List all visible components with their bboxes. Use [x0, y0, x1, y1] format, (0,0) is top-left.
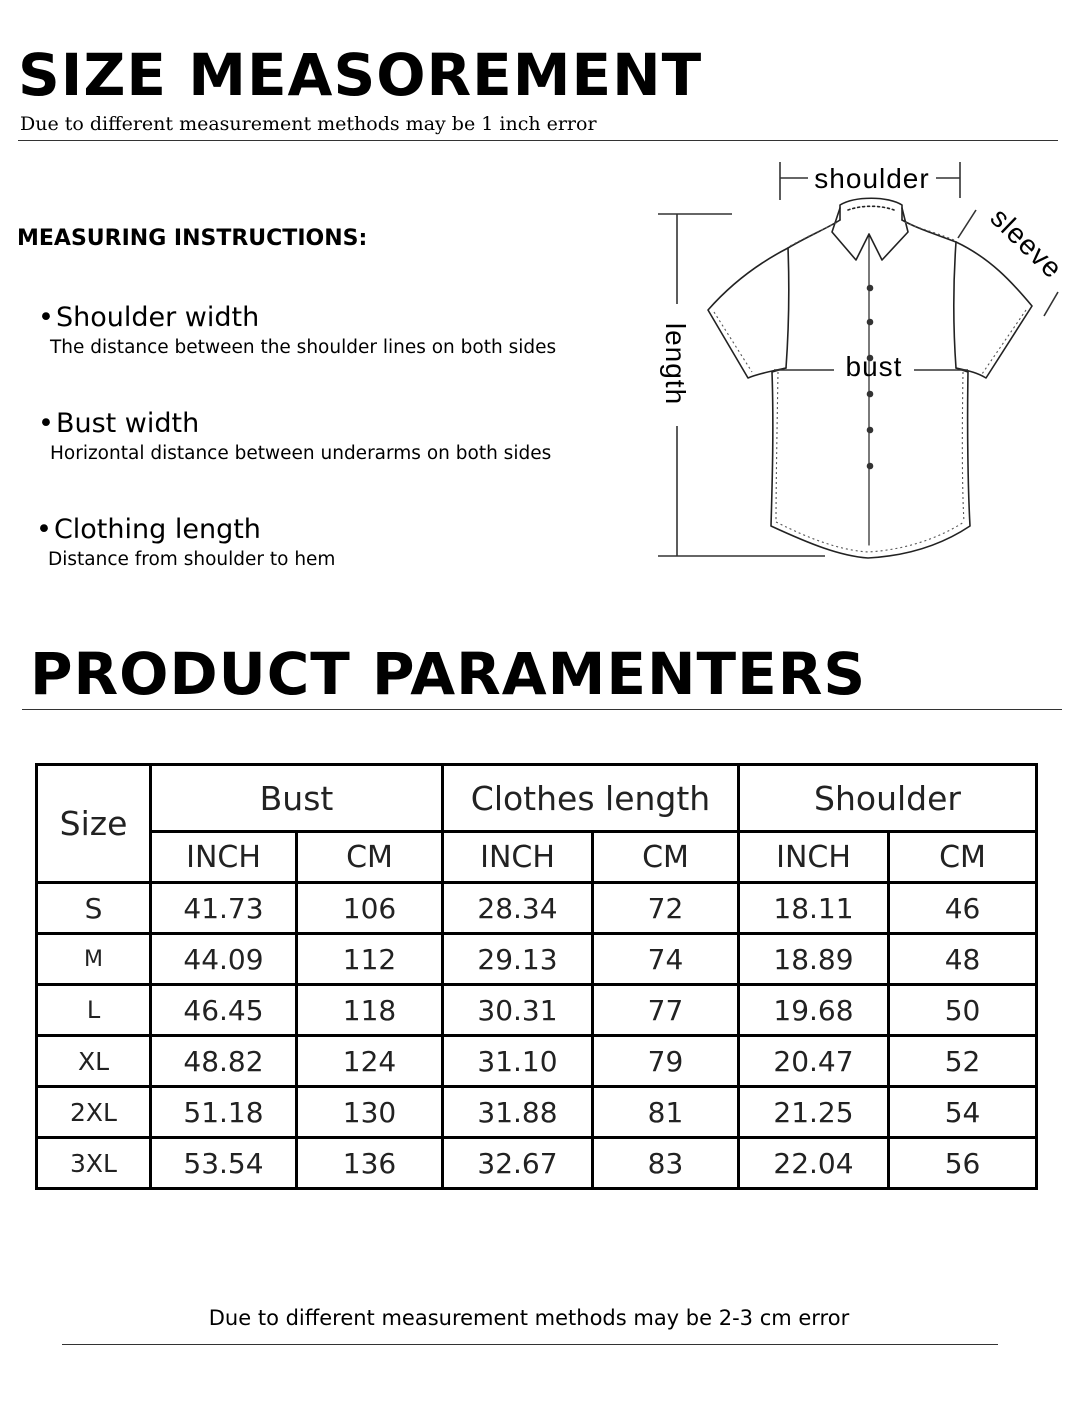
shirt-diagram	[640, 150, 1072, 580]
parameters-title: PRODUCT PARAMENTERS	[30, 640, 867, 708]
table-cell: 72	[593, 883, 739, 934]
shoulder-width-desc: The distance between the shoulder lines on both sides	[50, 337, 557, 358]
left-sleeve-outline	[708, 248, 788, 378]
length-inch-header: INCH	[443, 832, 593, 883]
table-cell: 20.47	[739, 1036, 889, 1087]
bullet-icon: •	[38, 302, 54, 333]
table-cell: 118	[297, 985, 443, 1036]
size-cell: L	[37, 985, 151, 1036]
size-cell: 3XL	[37, 1138, 151, 1189]
right-sleeve-outline	[956, 242, 1032, 378]
header-divider	[18, 140, 1058, 141]
table-row	[37, 1036, 1037, 1087]
shoulder-inch-header: INCH	[739, 832, 889, 883]
size-cell: 2XL	[37, 1087, 151, 1138]
size-cell: XL	[37, 1036, 151, 1087]
clothing-length-title: •Clothing length	[36, 514, 261, 545]
table-cell: 77	[593, 985, 739, 1036]
table-cell: 106	[297, 883, 443, 934]
footer-error-note: Due to different measurement methods may be 2-3 cm error	[208, 1306, 850, 1330]
table-cell: 48	[889, 934, 1037, 985]
table-cell: 83	[593, 1138, 739, 1189]
table-row	[37, 883, 1037, 934]
table-cell: 130	[297, 1087, 443, 1138]
table-cell: 74	[593, 934, 739, 985]
table-cell: 41.73	[151, 883, 297, 934]
table-cell: 46.45	[151, 985, 297, 1036]
table-cell: 51.18	[151, 1087, 297, 1138]
table-cell: 46	[889, 883, 1037, 934]
table-cell: 48.82	[151, 1036, 297, 1087]
size-column-header: Size	[37, 765, 151, 883]
bust-inch-header: INCH	[151, 832, 297, 883]
table-row	[37, 1138, 1037, 1189]
table-cell: 32.67	[443, 1138, 593, 1189]
bullet-icon: •	[38, 408, 54, 439]
table-cell: 112	[297, 934, 443, 985]
shoulder-group-header: Shoulder	[739, 765, 1037, 832]
table-cell: 56	[889, 1138, 1037, 1189]
table-cell: 18.89	[739, 934, 889, 985]
shoulder-label: shoulder	[814, 163, 930, 194]
bust-width-title: •Bust width	[38, 408, 200, 439]
table-cell: 29.13	[443, 934, 593, 985]
size-cell: M	[37, 934, 151, 985]
clothes-length-group-header: Clothes length	[443, 765, 739, 832]
parameters-divider	[22, 709, 1062, 710]
bust-cm-header: CM	[297, 832, 443, 883]
size-cell: S	[37, 883, 151, 934]
table-cell: 30.31	[443, 985, 593, 1036]
length-cm-header: CM	[593, 832, 739, 883]
table-cell: 18.11	[739, 883, 889, 934]
collar-outline	[832, 208, 908, 260]
bust-group-header: Bust	[151, 765, 443, 832]
table-cell: 54	[889, 1087, 1037, 1138]
table-cell: 124	[297, 1036, 443, 1087]
clothing-length-desc: Distance from shoulder to hem	[48, 549, 336, 570]
bust-width-desc: Horizontal distance between underarms on both sides	[50, 443, 552, 464]
table-cell: 81	[593, 1087, 739, 1138]
table-cell: 50	[889, 985, 1037, 1036]
table-cell: 79	[593, 1036, 739, 1087]
table-cell: 31.10	[443, 1036, 593, 1087]
table-cell: 136	[297, 1138, 443, 1189]
table-cell: 21.25	[739, 1087, 889, 1138]
table-cell: 19.68	[739, 985, 889, 1036]
size-chart-table	[35, 763, 1038, 1190]
table-cell: 28.34	[443, 883, 593, 934]
table-cell: 31.88	[443, 1087, 593, 1138]
table-cell: 52	[889, 1036, 1037, 1087]
bullet-icon: •	[36, 514, 52, 545]
bust-label: bust	[845, 351, 903, 382]
page-title: SIZE MEASOREMENT	[18, 41, 703, 109]
measurement-error-note: Due to different measurement methods may be 1 inch error	[20, 113, 597, 135]
table-row	[37, 1087, 1037, 1138]
table-cell: 22.04	[739, 1138, 889, 1189]
sleeve-label: sleeve	[984, 201, 1069, 285]
instructions-heading: MEASURING INSTRUCTIONS:	[17, 226, 368, 251]
footer-divider	[62, 1344, 998, 1345]
length-label: length	[660, 322, 691, 406]
table-row	[37, 934, 1037, 985]
shoulder-width-title: •Shoulder width	[38, 302, 260, 333]
table-cell: 44.09	[151, 934, 297, 985]
table-cell: 53.54	[151, 1138, 297, 1189]
shoulder-cm-header: CM	[889, 832, 1037, 883]
table-row	[37, 985, 1037, 1036]
